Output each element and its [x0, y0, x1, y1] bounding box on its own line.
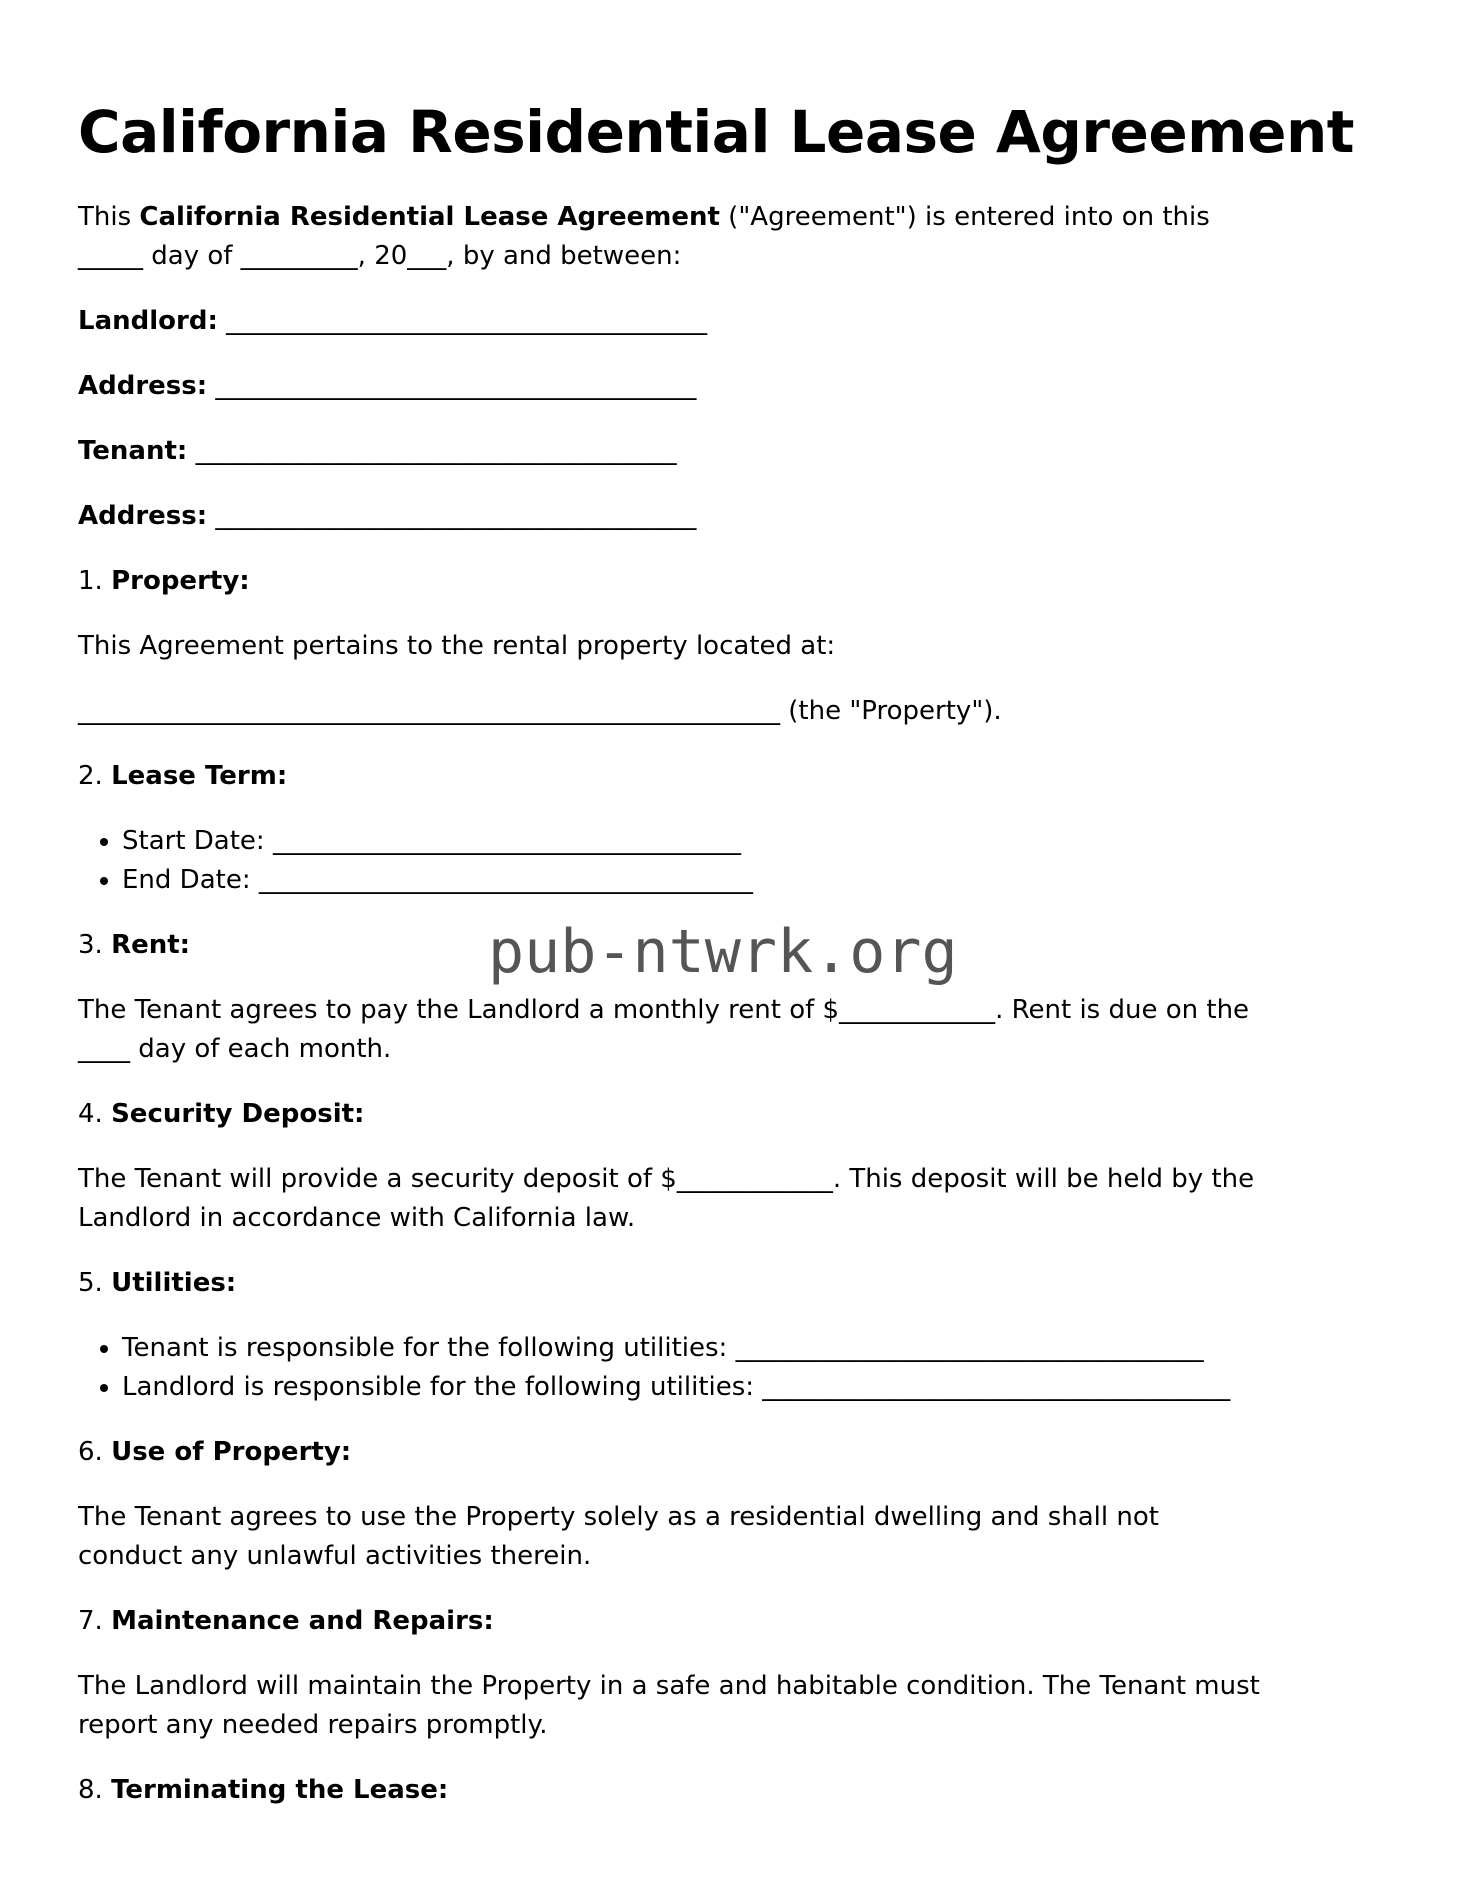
section-number-terminating: 8.: [78, 1774, 103, 1805]
landlord-blank: _____________________________________: [226, 305, 708, 336]
section-number-utilities: 5.: [78, 1267, 103, 1298]
intro-pre: This: [78, 201, 140, 232]
section-heading-terminating: [78, 1771, 1386, 1810]
section-title-rent: Rent:: [111, 929, 191, 960]
section-number-maintenance: 7.: [78, 1605, 103, 1636]
tenant-field: [78, 432, 1386, 471]
section-number-lease-term: 2.: [78, 760, 103, 791]
tenant-blank: _____________________________________: [195, 435, 677, 466]
section-heading-use-of-property: [78, 1433, 1386, 1472]
property-suffix: (the "Property").: [780, 695, 1002, 726]
use-of-property-paragraph: [78, 1498, 1386, 1576]
property-address-blank: ______________________________________________________: [78, 695, 780, 726]
end-date-item: • End Date: ______________________________________: [122, 861, 1386, 900]
landlord-label: Landlord:: [78, 305, 218, 336]
section-number-use-of-property: 6.: [78, 1436, 103, 1467]
section-heading-security-deposit: [78, 1095, 1386, 1134]
section-number-security-deposit: 4.: [78, 1098, 103, 1129]
rent-line2: ____ day of each month.: [78, 1033, 392, 1064]
tenant-label: Tenant:: [78, 435, 188, 466]
landlord-address-blank: _____________________________________: [215, 370, 697, 401]
security-deposit-line2: Landlord in accordance with California law.: [78, 1202, 636, 1233]
section-heading-maintenance: [78, 1602, 1386, 1641]
section-title-lease-term: Lease Term:: [111, 760, 288, 791]
maintenance-paragraph: [78, 1667, 1386, 1745]
intro-post: ("Agreement") is entered into on this: [719, 201, 1210, 232]
utilities-list: [78, 1329, 1386, 1407]
lease-term-list: [78, 822, 1386, 900]
section-title-utilities: Utilities:: [111, 1267, 237, 1298]
section-title-use-of-property: Use of Property:: [111, 1436, 352, 1467]
property-address-line: [78, 692, 1386, 731]
landlord-utilities-item: • Landlord is responsible for the following utilities: ____________________________________: [122, 1368, 1386, 1407]
section-heading-utilities: [78, 1264, 1386, 1303]
landlord-field: [78, 302, 1386, 341]
landlord-address-label: Address:: [78, 370, 208, 401]
tenant-address-label: Address:: [78, 500, 208, 531]
security-deposit-line1: The Tenant will provide a security deposit of $____________. This deposit will be held by the: [78, 1163, 1255, 1194]
maintenance-line2: report any needed repairs promptly.: [78, 1709, 548, 1740]
tenant-utilities-item: • Tenant is responsible for the following utilities: ____________________________________: [122, 1329, 1386, 1368]
rent-line1: The Tenant agrees to pay the Landlord a monthly rent of $____________. Rent is due on the: [78, 994, 1250, 1025]
tenant-address-field: [78, 497, 1386, 536]
section-heading-rent: [78, 926, 1386, 965]
section-heading-lease-term: [78, 757, 1386, 796]
maintenance-line1: The Landlord will maintain the Property in a safe and habitable condition. The Tenant must: [78, 1670, 1260, 1701]
section-title-property: Property:: [111, 565, 250, 596]
section-number-property: 1.: [78, 565, 103, 596]
use-of-property-line2: conduct any unlawful activities therein.: [78, 1540, 592, 1571]
intro-paragraph: [78, 198, 1386, 276]
tenant-address-blank: _____________________________________: [215, 500, 697, 531]
section-number-rent: 3.: [78, 929, 103, 960]
document-title: California Residential Lease Agreement: [78, 98, 1354, 166]
section-title-security-deposit: Security Deposit:: [111, 1098, 365, 1129]
section-heading-property: [78, 562, 1386, 601]
watermark: pub-ntwrk.org: [488, 917, 958, 987]
security-deposit-paragraph: [78, 1160, 1386, 1238]
use-of-property-line1: The Tenant agrees to use the Property solely as a residential dwelling and shall not: [78, 1501, 1159, 1532]
intro-agreement-name: California Residential Lease Agreement: [139, 201, 720, 232]
section-title-terminating: Terminating the Lease:: [111, 1774, 449, 1805]
property-intro-line: This Agreement pertains to the rental property located at:: [78, 630, 836, 661]
rent-paragraph: [78, 991, 1386, 1069]
start-date-item: • Start Date: ____________________________________: [122, 822, 1386, 861]
landlord-address-field: [78, 367, 1386, 406]
intro-date-line: _____ day of _________, 20___, by and between:: [78, 240, 682, 271]
section-title-maintenance: Maintenance and Repairs:: [111, 1605, 494, 1636]
